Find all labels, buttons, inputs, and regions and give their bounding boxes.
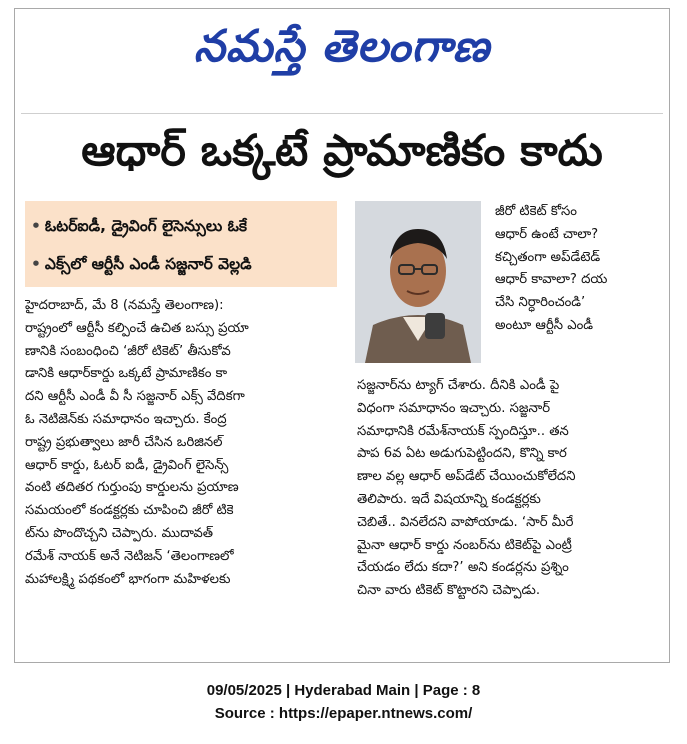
article-line: రాష్ట్ర ప్రభుత్వాలు జారీ చేసిన ఒరిజినల్ bbox=[25, 434, 223, 450]
article-line: పాప 6వ ఏట అడుగుపెట్టిందని, కొన్ని కార bbox=[357, 446, 567, 462]
bullet-icon: • bbox=[31, 255, 41, 273]
footer-source: Source : https://epaper.ntnews.com/ bbox=[214, 705, 473, 722]
article-line: చినా వారు టికెట్ కొట్టారని చెప్పాడు. bbox=[357, 583, 541, 599]
masthead-divider bbox=[21, 113, 663, 114]
article-line: ఆధార్ కార్డు, ఓటర్ ఐడీ, డ్రైవింగ్ లైసెన్స్ bbox=[25, 457, 229, 473]
article-line: హైదరాబాద్, మే 8 (నమస్తే తెలంగాణ): bbox=[25, 298, 224, 313]
article-column-left bbox=[25, 295, 339, 591]
article-line: ఆధార్ ఉంటే చాలా? bbox=[495, 226, 599, 242]
subheadline-2: • ఎక్స్‌లో ఆర్టీసీ ఎండీ సజ్జనార్ వెల్లడి bbox=[31, 255, 252, 273]
footer-edition-info: 09/05/2025 | Hyderabad Main | Page : 8 bbox=[206, 682, 481, 699]
article-line: ట్‌ను పొందొచ్చని చెప్పారు. ముదావత్ bbox=[25, 525, 214, 541]
portrait-photo bbox=[355, 201, 481, 363]
article-line: దని ఆర్టీసీ ఎండీ వీ సీ సజ్జనార్ ఎక్స్ వేదికగా bbox=[25, 389, 245, 405]
article-line: కచ్చితంగా అప్‌డేటెడ్ bbox=[495, 249, 601, 265]
article-line: సమాధానికి రమేశ్‌నాయక్ స్పందిస్తూ.. తన bbox=[357, 423, 569, 439]
subheadline-1: • ఓటర్‌ఐడీ, డ్రైవింగ్ లైసెన్సులు ఓకే bbox=[31, 217, 248, 235]
article-line: వంటి తదితర గుర్తుంపు కార్డులను ప్రయాణ bbox=[25, 480, 239, 496]
subheadline-box bbox=[25, 201, 337, 287]
masthead: నమస్తే తెలంగాణ bbox=[193, 21, 491, 72]
article-line: తెలిపారు. ఇదే విషయాన్ని కండక్టర్లకు bbox=[357, 491, 541, 507]
article-line: విధంగా సమాధానం ఇచ్చారు. సజ్జనార్ bbox=[357, 400, 551, 416]
headline: ఆధార్ ఒక్కటే ప్రామాణికం కాదు bbox=[81, 126, 603, 176]
article-line: మహాలక్ష్మి పథకంలో భాగంగా మహిళలకు bbox=[25, 571, 231, 587]
article-line: రాష్ట్రంలో ఆర్టీసీ కల్పించే ఉచిత బస్సు ప్రయా bbox=[25, 320, 249, 336]
article-column-right-top bbox=[495, 201, 659, 338]
article-line: చెబితే.. వినలేదని వాపోయాడు. ‘సార్ మీరే bbox=[357, 514, 574, 530]
article-line: డానికి ఆధార్‌కార్డు ఒక్కటే ప్రామాణికం కా bbox=[25, 366, 228, 382]
article-line: ఆధార్ కావాలా? దయ bbox=[495, 272, 608, 288]
article-line: మైనా ఆధార్ కార్డు నంబర్‌ను టికెట్‌పై ఎంట్రీ bbox=[357, 537, 572, 553]
newspaper-clipping bbox=[14, 8, 670, 663]
article-line: ణాల వల్ల ఆధార్ అప్‌డేట్ చేయించుకోలేదని bbox=[357, 469, 576, 485]
article-line: చేసి నిర్ధారించండి’ bbox=[495, 295, 586, 311]
article-line: చేయడం లేదు కదా?’ అని కండర్లను ప్రశ్నిం bbox=[357, 560, 569, 576]
article-line: జీరో టికెట్ కోసం bbox=[495, 204, 577, 219]
article-line: సజ్జనార్‌ను ట్యాగ్ చేశారు. దీనికి ఎండీ పై bbox=[357, 378, 560, 393]
article-column-right-bottom bbox=[357, 375, 661, 603]
bullet-icon: • bbox=[31, 217, 41, 235]
article-line: ఓ నెటిజెన్‌కు సమాధానం ఇచ్చారు. కేంద్ర bbox=[25, 411, 227, 427]
article-line: ణానికి సంబంధించి ‘జీరో టికెట్’ తీసుకోవ bbox=[25, 343, 231, 359]
article-line: సమయంలో కండక్టర్లకు చూపించి జీరో టికె bbox=[25, 503, 234, 519]
article-line: రమేశ్ నాయక్ అనే నెటిజన్ ‘తెలంగాణలో bbox=[25, 548, 234, 564]
article-line: అంటూ ఆర్టీసీ ఎండీ bbox=[495, 317, 594, 333]
